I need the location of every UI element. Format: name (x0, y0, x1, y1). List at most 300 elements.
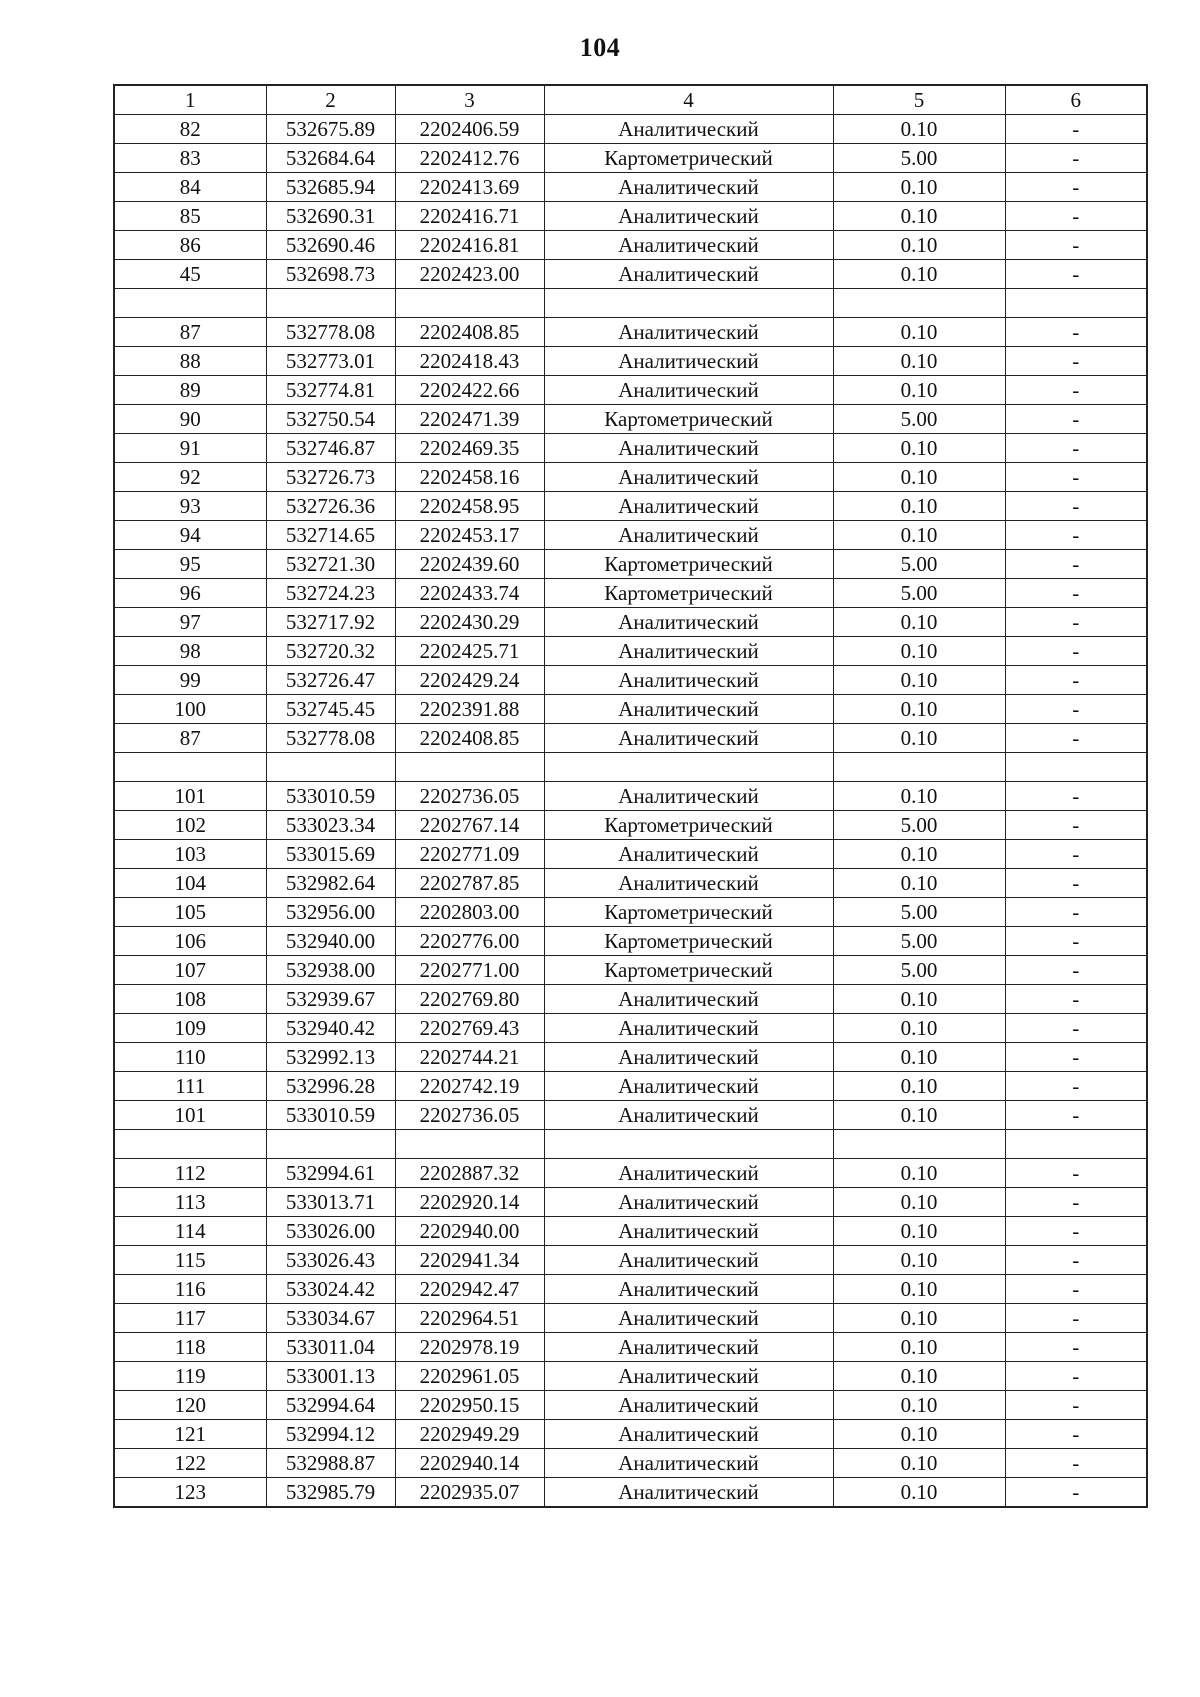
method-cell: Аналитический (544, 1449, 833, 1478)
table-row (114, 782, 1147, 811)
note-cell: - (1005, 1391, 1147, 1420)
x-coordinate-cell: 532985.79 (266, 1478, 395, 1508)
method-cell: Аналитический (544, 782, 833, 811)
accuracy-cell: 0.10 (833, 1159, 1005, 1188)
point-number-cell: 82 (114, 115, 266, 144)
column-header-2: 2 (266, 85, 395, 115)
y-coordinate-cell: 2202469.35 (395, 434, 544, 463)
coordinates-table-container (113, 84, 1146, 1508)
x-coordinate-cell: 532685.94 (266, 173, 395, 202)
y-coordinate-cell: 2202942.47 (395, 1275, 544, 1304)
method-cell: Аналитический (544, 1275, 833, 1304)
table-row (114, 144, 1147, 173)
table-row (114, 1159, 1147, 1188)
accuracy-cell: 0.10 (833, 869, 1005, 898)
table-row (114, 318, 1147, 347)
point-number-cell: 99 (114, 666, 266, 695)
point-number-cell (114, 1130, 266, 1159)
x-coordinate-cell: 532750.54 (266, 405, 395, 434)
accuracy-cell: 0.10 (833, 1217, 1005, 1246)
y-coordinate-cell: 2202406.59 (395, 115, 544, 144)
method-cell: Аналитический (544, 376, 833, 405)
note-cell: - (1005, 1014, 1147, 1043)
accuracy-cell: 0.10 (833, 1449, 1005, 1478)
y-coordinate-cell: 2202471.39 (395, 405, 544, 434)
method-cell: Аналитический (544, 1304, 833, 1333)
method-cell: Аналитический (544, 1101, 833, 1130)
method-cell (544, 753, 833, 782)
x-coordinate-cell: 532994.64 (266, 1391, 395, 1420)
note-cell: - (1005, 1246, 1147, 1275)
method-cell: Аналитический (544, 1043, 833, 1072)
method-cell: Аналитический (544, 1333, 833, 1362)
accuracy-cell: 0.10 (833, 1014, 1005, 1043)
accuracy-cell: 0.10 (833, 260, 1005, 289)
y-coordinate-cell: 2202458.16 (395, 463, 544, 492)
method-cell: Картометрический (544, 811, 833, 840)
method-cell: Аналитический (544, 869, 833, 898)
table-row-separator (114, 1130, 1147, 1159)
x-coordinate-cell: 532745.45 (266, 695, 395, 724)
point-number-cell: 88 (114, 347, 266, 376)
accuracy-cell: 0.10 (833, 463, 1005, 492)
table-row-separator (114, 753, 1147, 782)
table-row (114, 898, 1147, 927)
accuracy-cell (833, 289, 1005, 318)
table-row (114, 1420, 1147, 1449)
accuracy-cell: 0.10 (833, 1101, 1005, 1130)
point-number-cell: 110 (114, 1043, 266, 1072)
accuracy-cell: 0.10 (833, 1420, 1005, 1449)
x-coordinate-cell: 532994.12 (266, 1420, 395, 1449)
x-coordinate-cell: 532940.00 (266, 927, 395, 956)
accuracy-cell: 0.10 (833, 985, 1005, 1014)
point-number-cell: 87 (114, 318, 266, 347)
note-cell: - (1005, 579, 1147, 608)
table-row (114, 1217, 1147, 1246)
y-coordinate-cell: 2202787.85 (395, 869, 544, 898)
y-coordinate-cell: 2202430.29 (395, 608, 544, 637)
table-row (114, 869, 1147, 898)
table-body (114, 115, 1147, 1508)
point-number-cell: 101 (114, 1101, 266, 1130)
table-row (114, 724, 1147, 753)
method-cell (544, 1130, 833, 1159)
method-cell: Аналитический (544, 1391, 833, 1420)
column-header-1: 1 (114, 85, 266, 115)
x-coordinate-cell (266, 1130, 395, 1159)
point-number-cell: 104 (114, 869, 266, 898)
note-cell: - (1005, 1362, 1147, 1391)
header-row (114, 85, 1147, 115)
point-number-cell: 102 (114, 811, 266, 840)
point-number-cell: 118 (114, 1333, 266, 1362)
accuracy-cell: 0.10 (833, 1246, 1005, 1275)
y-coordinate-cell: 2202941.34 (395, 1246, 544, 1275)
y-coordinate-cell: 2202940.14 (395, 1449, 544, 1478)
point-number-cell: 97 (114, 608, 266, 637)
point-number-cell: 45 (114, 260, 266, 289)
table-row (114, 463, 1147, 492)
y-coordinate-cell: 2202412.76 (395, 144, 544, 173)
y-coordinate-cell: 2202736.05 (395, 782, 544, 811)
x-coordinate-cell: 532773.01 (266, 347, 395, 376)
method-cell: Аналитический (544, 724, 833, 753)
point-number-cell: 90 (114, 405, 266, 434)
point-number-cell: 85 (114, 202, 266, 231)
point-number-cell: 101 (114, 782, 266, 811)
method-cell: Аналитический (544, 492, 833, 521)
point-number-cell: 120 (114, 1391, 266, 1420)
method-cell: Аналитический (544, 608, 833, 637)
y-coordinate-cell: 2202935.07 (395, 1478, 544, 1508)
table-row (114, 231, 1147, 260)
method-cell: Аналитический (544, 260, 833, 289)
x-coordinate-cell: 533026.43 (266, 1246, 395, 1275)
method-cell: Аналитический (544, 347, 833, 376)
note-cell: - (1005, 492, 1147, 521)
y-coordinate-cell: 2202920.14 (395, 1188, 544, 1217)
point-number-cell (114, 289, 266, 318)
y-coordinate-cell: 2202949.29 (395, 1420, 544, 1449)
accuracy-cell: 0.10 (833, 1043, 1005, 1072)
accuracy-cell: 0.10 (833, 376, 1005, 405)
table-row (114, 1478, 1147, 1508)
note-cell (1005, 1130, 1147, 1159)
note-cell (1005, 753, 1147, 782)
method-cell: Аналитический (544, 1246, 833, 1275)
point-number-cell: 106 (114, 927, 266, 956)
table-row (114, 1014, 1147, 1043)
y-coordinate-cell: 2202453.17 (395, 521, 544, 550)
note-cell: - (1005, 1333, 1147, 1362)
x-coordinate-cell: 532938.00 (266, 956, 395, 985)
point-number-cell: 112 (114, 1159, 266, 1188)
method-cell: Аналитический (544, 1362, 833, 1391)
y-coordinate-cell: 2202408.85 (395, 318, 544, 347)
y-coordinate-cell: 2202964.51 (395, 1304, 544, 1333)
note-cell: - (1005, 608, 1147, 637)
point-number-cell: 95 (114, 550, 266, 579)
accuracy-cell: 0.10 (833, 1072, 1005, 1101)
point-number-cell: 123 (114, 1478, 266, 1508)
x-coordinate-cell: 532726.73 (266, 463, 395, 492)
method-cell: Аналитический (544, 1014, 833, 1043)
accuracy-cell: 0.10 (833, 724, 1005, 753)
y-coordinate-cell: 2202767.14 (395, 811, 544, 840)
x-coordinate-cell: 532982.64 (266, 869, 395, 898)
point-number-cell: 111 (114, 1072, 266, 1101)
x-coordinate-cell: 532675.89 (266, 115, 395, 144)
table-row (114, 405, 1147, 434)
note-cell: - (1005, 1101, 1147, 1130)
method-cell: Аналитический (544, 1420, 833, 1449)
note-cell: - (1005, 521, 1147, 550)
x-coordinate-cell: 532690.46 (266, 231, 395, 260)
note-cell: - (1005, 144, 1147, 173)
note-cell: - (1005, 318, 1147, 347)
method-cell: Картометрический (544, 405, 833, 434)
method-cell: Аналитический (544, 173, 833, 202)
point-number-cell: 121 (114, 1420, 266, 1449)
table-row (114, 376, 1147, 405)
accuracy-cell: 0.10 (833, 347, 1005, 376)
accuracy-cell: 0.10 (833, 840, 1005, 869)
accuracy-cell: 5.00 (833, 898, 1005, 927)
y-coordinate-cell: 2202423.00 (395, 260, 544, 289)
table-row (114, 811, 1147, 840)
note-cell: - (1005, 898, 1147, 927)
y-coordinate-cell: 2202416.81 (395, 231, 544, 260)
method-cell: Аналитический (544, 434, 833, 463)
accuracy-cell: 0.10 (833, 115, 1005, 144)
point-number-cell: 94 (114, 521, 266, 550)
point-number-cell: 114 (114, 1217, 266, 1246)
accuracy-cell: 0.10 (833, 1304, 1005, 1333)
method-cell: Аналитический (544, 318, 833, 347)
accuracy-cell: 5.00 (833, 579, 1005, 608)
accuracy-cell: 0.10 (833, 608, 1005, 637)
point-number-cell: 83 (114, 144, 266, 173)
note-cell: - (1005, 115, 1147, 144)
method-cell: Аналитический (544, 231, 833, 260)
method-cell: Картометрический (544, 956, 833, 985)
y-coordinate-cell: 2202978.19 (395, 1333, 544, 1362)
table-row (114, 1246, 1147, 1275)
accuracy-cell: 5.00 (833, 956, 1005, 985)
x-coordinate-cell: 533023.34 (266, 811, 395, 840)
accuracy-cell: 5.00 (833, 144, 1005, 173)
y-coordinate-cell: 2202439.60 (395, 550, 544, 579)
x-coordinate-cell (266, 289, 395, 318)
table-row (114, 347, 1147, 376)
note-cell: - (1005, 1188, 1147, 1217)
point-number-cell: 117 (114, 1304, 266, 1333)
y-coordinate-cell: 2202742.19 (395, 1072, 544, 1101)
y-coordinate-cell: 2202391.88 (395, 695, 544, 724)
method-cell: Аналитический (544, 1478, 833, 1508)
accuracy-cell: 0.10 (833, 1391, 1005, 1420)
method-cell: Аналитический (544, 1072, 833, 1101)
x-coordinate-cell: 533010.59 (266, 1101, 395, 1130)
note-cell: - (1005, 173, 1147, 202)
point-number-cell: 103 (114, 840, 266, 869)
method-cell: Картометрический (544, 927, 833, 956)
point-number-cell: 108 (114, 985, 266, 1014)
x-coordinate-cell: 532724.23 (266, 579, 395, 608)
method-cell: Аналитический (544, 985, 833, 1014)
method-cell: Аналитический (544, 115, 833, 144)
accuracy-cell: 0.10 (833, 695, 1005, 724)
column-header-5: 5 (833, 85, 1005, 115)
point-number-cell: 105 (114, 898, 266, 927)
method-cell: Аналитический (544, 840, 833, 869)
point-number-cell: 122 (114, 1449, 266, 1478)
table-header (114, 85, 1147, 115)
method-cell: Картометрический (544, 550, 833, 579)
accuracy-cell: 0.10 (833, 1478, 1005, 1508)
table-row (114, 173, 1147, 202)
point-number-cell: 115 (114, 1246, 266, 1275)
table-row (114, 492, 1147, 521)
method-cell: Картометрический (544, 144, 833, 173)
x-coordinate-cell: 533015.69 (266, 840, 395, 869)
accuracy-cell: 0.10 (833, 666, 1005, 695)
y-coordinate-cell: 2202416.71 (395, 202, 544, 231)
point-number-cell: 89 (114, 376, 266, 405)
table-row (114, 927, 1147, 956)
x-coordinate-cell: 532940.42 (266, 1014, 395, 1043)
x-coordinate-cell: 533034.67 (266, 1304, 395, 1333)
y-coordinate-cell: 2202408.85 (395, 724, 544, 753)
table-row (114, 1072, 1147, 1101)
y-coordinate-cell: 2202769.80 (395, 985, 544, 1014)
y-coordinate-cell: 2202940.00 (395, 1217, 544, 1246)
note-cell: - (1005, 405, 1147, 434)
x-coordinate-cell: 532992.13 (266, 1043, 395, 1072)
column-header-3: 3 (395, 85, 544, 115)
note-cell: - (1005, 695, 1147, 724)
accuracy-cell: 0.10 (833, 318, 1005, 347)
method-cell: Аналитический (544, 463, 833, 492)
accuracy-cell: 0.10 (833, 1275, 1005, 1304)
point-number-cell: 109 (114, 1014, 266, 1043)
y-coordinate-cell: 2202422.66 (395, 376, 544, 405)
table-row (114, 666, 1147, 695)
point-number-cell: 87 (114, 724, 266, 753)
y-coordinate-cell: 2202425.71 (395, 637, 544, 666)
accuracy-cell: 0.10 (833, 637, 1005, 666)
point-number-cell: 91 (114, 434, 266, 463)
y-coordinate-cell: 2202961.05 (395, 1362, 544, 1391)
accuracy-cell: 0.10 (833, 782, 1005, 811)
x-coordinate-cell: 532726.36 (266, 492, 395, 521)
method-cell: Аналитический (544, 695, 833, 724)
note-cell: - (1005, 463, 1147, 492)
note-cell: - (1005, 840, 1147, 869)
y-coordinate-cell: 2202887.32 (395, 1159, 544, 1188)
x-coordinate-cell: 532684.64 (266, 144, 395, 173)
coordinates-table (113, 84, 1148, 1508)
table-row (114, 1362, 1147, 1391)
method-cell: Аналитический (544, 666, 833, 695)
y-coordinate-cell: 2202413.69 (395, 173, 544, 202)
x-coordinate-cell: 532726.47 (266, 666, 395, 695)
y-coordinate-cell: 2202776.00 (395, 927, 544, 956)
table-row (114, 115, 1147, 144)
column-header-6: 6 (1005, 85, 1147, 115)
y-coordinate-cell: 2202418.43 (395, 347, 544, 376)
x-coordinate-cell: 532721.30 (266, 550, 395, 579)
x-coordinate-cell (266, 753, 395, 782)
accuracy-cell: 0.10 (833, 173, 1005, 202)
note-cell: - (1005, 1304, 1147, 1333)
table-row (114, 1391, 1147, 1420)
note-cell: - (1005, 202, 1147, 231)
accuracy-cell: 0.10 (833, 492, 1005, 521)
accuracy-cell: 0.10 (833, 1333, 1005, 1362)
page-number: 104 (579, 33, 621, 62)
note-cell: - (1005, 260, 1147, 289)
point-number-cell: 98 (114, 637, 266, 666)
y-coordinate-cell: 2202458.95 (395, 492, 544, 521)
note-cell: - (1005, 782, 1147, 811)
note-cell: - (1005, 1217, 1147, 1246)
method-cell (544, 289, 833, 318)
table-row (114, 1275, 1147, 1304)
point-number-cell: 92 (114, 463, 266, 492)
note-cell: - (1005, 376, 1147, 405)
note-cell: - (1005, 1478, 1147, 1508)
x-coordinate-cell: 532714.65 (266, 521, 395, 550)
point-number-cell: 113 (114, 1188, 266, 1217)
x-coordinate-cell: 533026.00 (266, 1217, 395, 1246)
accuracy-cell: 0.10 (833, 202, 1005, 231)
note-cell: - (1005, 434, 1147, 463)
note-cell: - (1005, 1449, 1147, 1478)
point-number-cell: 116 (114, 1275, 266, 1304)
accuracy-cell: 0.10 (833, 521, 1005, 550)
accuracy-cell: 0.10 (833, 1188, 1005, 1217)
point-number-cell: 84 (114, 173, 266, 202)
x-coordinate-cell: 532717.92 (266, 608, 395, 637)
table-row (114, 1449, 1147, 1478)
x-coordinate-cell: 532988.87 (266, 1449, 395, 1478)
y-coordinate-cell: 2202803.00 (395, 898, 544, 927)
method-cell: Аналитический (544, 1159, 833, 1188)
method-cell: Картометрический (544, 579, 833, 608)
note-cell: - (1005, 347, 1147, 376)
y-coordinate-cell: 2202433.74 (395, 579, 544, 608)
y-coordinate-cell: 2202744.21 (395, 1043, 544, 1072)
table-row (114, 550, 1147, 579)
x-coordinate-cell: 532994.61 (266, 1159, 395, 1188)
method-cell: Аналитический (544, 637, 833, 666)
x-coordinate-cell: 532720.32 (266, 637, 395, 666)
note-cell: - (1005, 985, 1147, 1014)
table-row (114, 608, 1147, 637)
note-cell: - (1005, 724, 1147, 753)
table-row (114, 1101, 1147, 1130)
table-row (114, 434, 1147, 463)
accuracy-cell: 0.10 (833, 1362, 1005, 1391)
y-coordinate-cell: 2202950.15 (395, 1391, 544, 1420)
note-cell: - (1005, 637, 1147, 666)
x-coordinate-cell: 532956.00 (266, 898, 395, 927)
table-row (114, 260, 1147, 289)
y-coordinate-cell (395, 753, 544, 782)
y-coordinate-cell (395, 1130, 544, 1159)
table-row (114, 695, 1147, 724)
y-coordinate-cell: 2202429.24 (395, 666, 544, 695)
table-row (114, 956, 1147, 985)
table-row (114, 1188, 1147, 1217)
accuracy-cell: 0.10 (833, 231, 1005, 260)
note-cell: - (1005, 927, 1147, 956)
point-number-cell: 86 (114, 231, 266, 260)
accuracy-cell: 5.00 (833, 405, 1005, 434)
x-coordinate-cell: 532996.28 (266, 1072, 395, 1101)
y-coordinate-cell: 2202736.05 (395, 1101, 544, 1130)
x-coordinate-cell: 533001.13 (266, 1362, 395, 1391)
point-number-cell: 119 (114, 1362, 266, 1391)
table-row (114, 985, 1147, 1014)
table-row (114, 1304, 1147, 1333)
y-coordinate-cell: 2202771.09 (395, 840, 544, 869)
note-cell: - (1005, 231, 1147, 260)
x-coordinate-cell: 532774.81 (266, 376, 395, 405)
table-row (114, 637, 1147, 666)
